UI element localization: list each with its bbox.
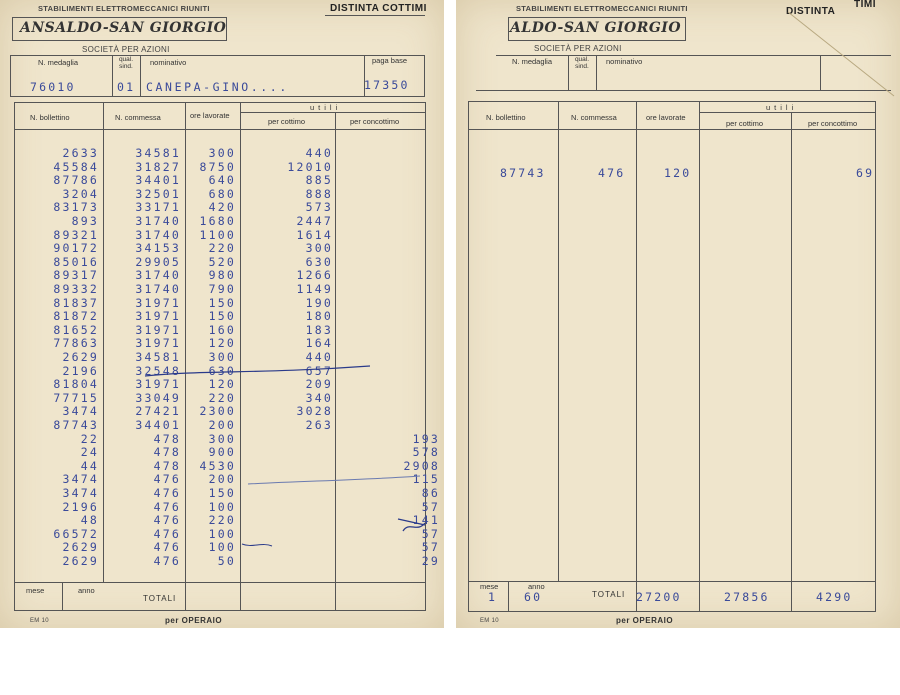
row-cell-b: 2633	[62, 146, 99, 160]
footer-divider	[62, 582, 63, 610]
row-cell-q: 29	[421, 554, 440, 568]
table-top-border	[468, 101, 876, 102]
row-cell-b: 89332	[53, 282, 99, 296]
header-divider	[112, 55, 113, 97]
row-cell-c: 31740	[135, 227, 181, 242]
table-row	[0, 296, 444, 310]
table-row	[0, 540, 444, 554]
row-cell-c: 478	[153, 458, 181, 473]
header-bottom-border	[10, 96, 425, 97]
table-row	[0, 200, 444, 214]
table-row	[0, 160, 444, 174]
row-cell-p: 180	[305, 309, 333, 324]
row-cell-o: 900	[208, 445, 236, 460]
table-row	[0, 391, 444, 405]
footer-divider	[508, 581, 509, 611]
row-cell-c: 476	[153, 526, 181, 541]
title-underline	[325, 15, 425, 16]
table-row	[0, 500, 444, 514]
row-cell-c: 34581	[135, 146, 181, 160]
row-cell-p: 12010	[287, 159, 333, 174]
col-cottimo: per cottimo	[268, 117, 306, 126]
row-cell-p: 888	[305, 186, 333, 201]
row-cell-b: 45584	[53, 159, 99, 174]
row-cell-b: 24	[80, 445, 99, 460]
row-cell-q: 57	[421, 499, 440, 514]
table-left-border	[468, 101, 469, 611]
row-cell-o: 220	[208, 390, 236, 405]
table-row	[0, 404, 444, 418]
row-cell-c: 33049	[135, 390, 181, 405]
row-cell-b: 66572	[53, 526, 99, 541]
row-cell-o: 300	[208, 431, 236, 446]
row-cell-b: 87786	[53, 173, 99, 188]
row-cell-c: 32501	[135, 186, 181, 201]
row-cell-o: 680	[208, 186, 236, 201]
row-cell-o: 630	[208, 363, 236, 378]
left-document-page	[0, 0, 444, 628]
table-row	[0, 241, 444, 255]
row-cell-b: 2196	[62, 499, 99, 514]
row-cell-q: 115	[412, 472, 440, 487]
row-cell-b: 22	[80, 431, 99, 446]
row-cell-c: 32548	[135, 363, 181, 378]
row-cell-c: 31971	[135, 377, 181, 392]
anno-label: anno	[528, 582, 545, 591]
row-cell-o: 100	[208, 526, 236, 541]
pen-stroke	[140, 362, 380, 382]
row-cell-o: 640	[208, 173, 236, 188]
nominativo-value: CANEPA-GINO....	[146, 80, 289, 94]
row-cell-b: 77715	[53, 390, 99, 405]
row-cell-o: 1680	[199, 214, 236, 228]
table-row	[0, 323, 444, 337]
totali-label: TOTALI	[592, 590, 626, 599]
table-row	[0, 214, 444, 228]
table-row	[0, 432, 444, 446]
row-cell-p: 1149	[296, 282, 333, 296]
row-cell-o: 150	[208, 295, 236, 310]
row-cell-p: 3028	[296, 404, 333, 419]
header-top-border	[10, 55, 425, 56]
table-row	[0, 445, 444, 459]
row-cell-c: 476	[153, 540, 181, 555]
nominativo-label: nominativo	[150, 58, 187, 67]
company-logo: ALDO-SAN GIORGIO	[510, 20, 682, 36]
row-cell-c: 34153	[135, 241, 181, 256]
row-cell-c: 476	[153, 499, 181, 514]
row-cell-o: 980	[208, 268, 236, 283]
utili-divider	[699, 112, 876, 113]
table-bottom-border	[14, 610, 426, 611]
row-cell-q: 141	[412, 513, 440, 528]
column-divider	[699, 101, 700, 611]
row-cell-b: 3204	[62, 186, 99, 201]
col-concottimo: per concottimo	[808, 119, 858, 128]
mese-value: 1	[488, 590, 498, 604]
totale-concottimo: 4290	[816, 590, 853, 604]
table-row	[0, 268, 444, 282]
row-ore: 120	[664, 166, 692, 180]
row-cell-p: 573	[305, 200, 333, 215]
col-commessa: N. commessa	[115, 113, 161, 122]
row-cell-b: 81872	[53, 309, 99, 324]
row-cell-b: 89321	[53, 227, 99, 242]
table-row	[0, 282, 444, 296]
table-row	[0, 255, 444, 269]
row-cell-p: 657	[305, 363, 333, 378]
column-divider	[558, 101, 559, 581]
row-cell-q: 193	[412, 431, 440, 446]
table-top-border	[14, 102, 426, 103]
row-cell-c: 476	[153, 554, 181, 568]
row-cell-o: 150	[208, 309, 236, 324]
paga-label: paga base	[372, 56, 408, 65]
col-commessa: N. commessa	[571, 113, 617, 122]
row-cell-b: 90172	[53, 241, 99, 256]
row-cell-c: 31971	[135, 336, 181, 351]
row-cell-p: 440	[305, 146, 333, 160]
row-cell-o: 2300	[199, 404, 236, 419]
row-cell-o: 300	[208, 146, 236, 160]
row-cell-q: 86	[421, 486, 440, 500]
row-cell-c: 476	[153, 513, 181, 528]
table-header-border	[468, 129, 876, 130]
table-row	[0, 336, 444, 350]
paga-value: 17350	[364, 78, 410, 92]
medaglia-value: 76010	[30, 80, 76, 94]
col-bollettino: N. bollettino	[486, 113, 526, 122]
per-operaio-label: per OPERAIO	[165, 616, 223, 625]
row-cell-c: 31971	[135, 309, 181, 324]
row-cell-b: 3474	[62, 472, 99, 487]
col-bollettino: N. bollettino	[30, 113, 70, 122]
row-cell-q: 57	[421, 526, 440, 541]
anno-value: 60	[524, 590, 543, 604]
row-cell-p: 340	[305, 390, 333, 405]
row-cell-c: 34401	[135, 418, 181, 432]
qual-label: qual. sind.	[118, 56, 134, 70]
torn-crease	[786, 10, 896, 100]
row-cell-c: 478	[153, 431, 181, 446]
form-code: EM 10	[30, 618, 49, 624]
document-title-torn: TIMI	[854, 0, 876, 10]
column-divider	[636, 101, 637, 611]
row-cell-o: 120	[208, 377, 236, 392]
row-cell-c: 33171	[135, 200, 181, 215]
nominativo-label: nominativo	[606, 57, 643, 66]
row-cell-q: 578	[412, 445, 440, 460]
row-cell-p: 190	[305, 295, 333, 310]
row-cell-o: 220	[208, 241, 236, 256]
col-utili: utili	[766, 103, 798, 112]
row-cell-b: 48	[80, 513, 99, 528]
row-cell-q: 57	[421, 540, 440, 555]
company-type: SOCIETÀ PER AZIONI	[534, 44, 622, 53]
row-cell-b: 2629	[62, 540, 99, 555]
row-cell-c: 31827	[135, 159, 181, 174]
medaglia-label: N. medaglia	[512, 57, 553, 66]
table-row	[0, 513, 444, 527]
table-right-border	[875, 101, 876, 611]
utili-divider	[240, 112, 426, 113]
pen-scribble	[395, 515, 435, 537]
right-document-page	[456, 0, 900, 628]
col-utili: utili	[310, 103, 342, 112]
company-logo: ANSALDO-SAN GIORGIO	[20, 20, 227, 36]
row-bollettino: 87743	[500, 166, 546, 180]
row-cell-o: 790	[208, 282, 236, 296]
totale-cottimo: 27856	[724, 590, 770, 604]
col-concottimo: per concottimo	[350, 117, 400, 126]
row-cell-p: 1266	[296, 268, 333, 283]
table-row	[0, 418, 444, 432]
row-cell-c: 31740	[135, 214, 181, 228]
mese-label: mese	[26, 586, 45, 595]
row-cell-b: 77863	[53, 336, 99, 351]
row-cell-c: 478	[153, 445, 181, 460]
row-cell-o: 200	[208, 418, 236, 432]
row-cell-b: 83173	[53, 200, 99, 215]
row-cell-p: 630	[305, 254, 333, 269]
row-concottimo: 69	[856, 166, 875, 180]
table-row	[0, 173, 444, 187]
row-cell-c: 34401	[135, 173, 181, 188]
row-cell-o: 100	[208, 540, 236, 555]
row-cell-p: 300	[305, 241, 333, 256]
totals-border	[14, 582, 426, 583]
medaglia-label: N. medaglia	[38, 58, 79, 67]
pen-stroke	[245, 472, 425, 488]
mese-label: mese	[480, 582, 499, 591]
document-title: DISTINTA	[786, 6, 836, 17]
row-cell-o: 1100	[199, 227, 236, 242]
table-row	[0, 486, 444, 500]
table-row	[0, 187, 444, 201]
totali-label: TOTALI	[143, 594, 177, 603]
table-row	[0, 309, 444, 323]
row-cell-p: 183	[305, 322, 333, 337]
header-right-border	[424, 55, 425, 97]
row-cell-b: 89317	[53, 268, 99, 283]
table-bottom-border	[468, 611, 876, 612]
row-cell-b: 85016	[53, 254, 99, 269]
row-cell-o: 300	[208, 350, 236, 364]
row-cell-b: 81804	[53, 377, 99, 392]
document-title: DISTINTA COTTIMI	[330, 3, 427, 14]
row-cell-b: 2629	[62, 554, 99, 568]
table-row	[0, 527, 444, 541]
company-name: STABILIMENTI ELETTROMECCANICI RIUNITI	[38, 4, 210, 13]
row-cell-c: 27421	[135, 404, 181, 419]
row-cell-c: 31740	[135, 268, 181, 283]
row-cell-o: 160	[208, 322, 236, 337]
company-type: SOCIETÀ PER AZIONI	[82, 45, 170, 54]
row-cell-p: 2447	[296, 214, 333, 228]
row-cell-o: 220	[208, 513, 236, 528]
row-cell-p: 440	[305, 350, 333, 364]
header-divider	[596, 55, 597, 91]
col-cottimo: per cottimo	[726, 119, 764, 128]
table-row	[0, 228, 444, 242]
row-cell-c: 476	[153, 472, 181, 487]
row-cell-c: 34581	[135, 350, 181, 364]
row-cell-o: 100	[208, 499, 236, 514]
row-cell-o: 420	[208, 200, 236, 215]
anno-label: anno	[78, 586, 95, 595]
row-cell-o: 8750	[199, 159, 236, 174]
row-cell-c: 476	[153, 486, 181, 500]
row-cell-c: 29905	[135, 254, 181, 269]
pen-stroke	[240, 538, 276, 552]
row-cell-o: 120	[208, 336, 236, 351]
header-left-border	[10, 55, 11, 97]
col-ore: ore lavorate	[190, 111, 230, 120]
totale-ore: 27200	[636, 590, 682, 604]
row-cell-b: 3474	[62, 404, 99, 419]
form-code: EM 10	[480, 618, 499, 624]
per-operaio-label: per OPERAIO	[616, 616, 674, 625]
row-cell-o: 150	[208, 486, 236, 500]
company-name: STABILIMENTI ELETTROMECCANICI RIUNITI	[516, 4, 688, 13]
row-cell-o: 200	[208, 472, 236, 487]
row-cell-p: 164	[305, 336, 333, 351]
row-cell-b: 81652	[53, 322, 99, 337]
table-header-border	[14, 129, 426, 130]
row-cell-p: 263	[305, 418, 333, 432]
column-divider	[791, 112, 792, 611]
row-commessa: 476	[598, 166, 626, 180]
row-cell-o: 4530	[199, 458, 236, 473]
row-cell-b: 81837	[53, 295, 99, 310]
row-cell-o: 50	[217, 554, 236, 568]
row-cell-o: 520	[208, 254, 236, 269]
row-cell-b: 2196	[62, 363, 99, 378]
row-cell-p: 885	[305, 173, 333, 188]
qual-value: 01	[117, 80, 136, 94]
row-cell-c: 31971	[135, 295, 181, 310]
row-cell-q: 2908	[403, 458, 440, 473]
table-row	[0, 554, 444, 568]
row-cell-b: 3474	[62, 486, 99, 500]
row-cell-c: 31971	[135, 322, 181, 337]
row-cell-p: 1614	[296, 227, 333, 242]
row-cell-c: 31740	[135, 282, 181, 296]
row-cell-b: 2629	[62, 350, 99, 364]
qual-label: qual. sind.	[574, 56, 590, 70]
row-cell-p: 209	[305, 377, 333, 392]
row-cell-b: 893	[71, 214, 99, 228]
row-cell-b: 87743	[53, 418, 99, 432]
header-divider	[140, 55, 141, 97]
row-cell-b: 44	[80, 458, 99, 473]
header-divider	[568, 55, 569, 91]
col-ore: ore lavorate	[646, 113, 686, 122]
table-row	[0, 459, 444, 473]
table-row	[0, 146, 444, 160]
